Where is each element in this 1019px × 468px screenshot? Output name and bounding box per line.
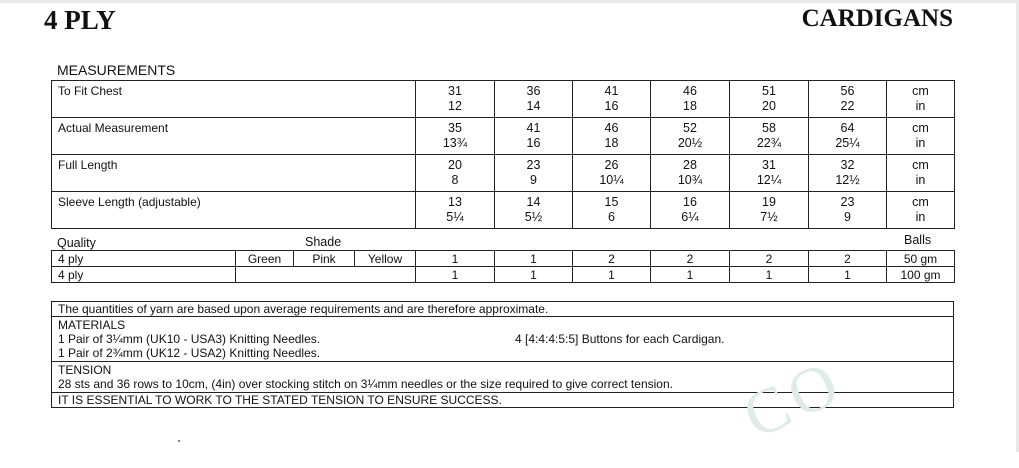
balls-cell: 1 [416, 251, 495, 267]
in-value: 22¾ [756, 136, 782, 150]
size-cell [416, 155, 495, 192]
cm-value: 52 [683, 121, 697, 135]
size-cell [573, 81, 651, 118]
in-value: 25¼ [835, 136, 860, 150]
tension-warning: IT IS ESSENTIAL TO WORK TO THE STATED TENSION TO ENSURE SUCCESS. [52, 393, 954, 408]
in-value: 18 [604, 136, 619, 150]
cm-value: 28 [683, 158, 697, 172]
size-cell [573, 155, 651, 192]
size-cell [730, 155, 809, 192]
shade-green: Green [236, 251, 294, 267]
unit-cm: cm [912, 121, 929, 135]
size-cell [416, 81, 495, 118]
quality-label: Quality [57, 236, 96, 250]
measurement-label: To Fit Chest [52, 81, 416, 118]
cm-value: 36 [526, 84, 541, 98]
size-cell [730, 81, 809, 118]
unit-cm: cm [912, 195, 929, 209]
in-value: 10¼ [599, 173, 624, 187]
speck [178, 440, 180, 442]
in-value: 12 [448, 99, 462, 113]
cm-value: 15 [604, 195, 619, 209]
cm-value: 56 [840, 84, 855, 98]
shade-empty [355, 267, 416, 283]
cm-value: 64 [840, 121, 855, 135]
cm-value: 46 [604, 121, 619, 135]
unit-cell [887, 192, 955, 229]
cm-value: 13 [448, 195, 462, 209]
measurements-table [51, 80, 955, 229]
in-value: 6¼ [681, 210, 699, 224]
size-cell [730, 192, 809, 229]
quality-name: 4 ply [52, 251, 236, 267]
tension-text: 28 sts and 36 rows to 10cm, (4in) over stocking stitch on 3¼mm needles or the size required to give correct tension. [58, 377, 673, 391]
in-value: 14 [526, 99, 541, 113]
measurement-label: Full Length [52, 155, 416, 192]
size-cell [573, 192, 651, 229]
unit-in: in [915, 136, 926, 150]
cm-value: 32 [840, 158, 855, 172]
in-value: 7½ [760, 210, 778, 224]
cm-value: 16 [683, 195, 697, 209]
size-cell [651, 192, 730, 229]
size-cell [495, 192, 573, 229]
in-value: 18 [683, 99, 697, 113]
cm-value: 20 [448, 158, 462, 172]
size-cell [730, 118, 809, 155]
materials-line-1 [58, 332, 953, 346]
shade-pink: Pink [294, 251, 355, 267]
measurement-label: Actual Measurement [52, 118, 416, 155]
measurement-row [52, 155, 955, 192]
measurement-row [52, 192, 955, 229]
balls-label: Balls [904, 233, 932, 247]
cm-value: 46 [683, 84, 697, 98]
size-cell [495, 81, 573, 118]
balls-cell: 1 [573, 267, 651, 283]
top-border [0, 0, 1019, 3]
size-cell [809, 118, 887, 155]
measurements-heading: MEASUREMENTS [57, 62, 176, 78]
cm-value: 41 [526, 121, 541, 135]
cm-value: 23 [526, 158, 541, 172]
size-cell [495, 155, 573, 192]
cm-value: 26 [604, 158, 619, 172]
weight-cell: 100 gm [887, 267, 955, 283]
size-cell [495, 118, 573, 155]
quality-name: 4 ply [52, 267, 236, 283]
unit-cell [887, 81, 955, 118]
in-value: 5¼ [446, 210, 464, 224]
in-value: 12½ [835, 173, 860, 187]
quantities-note: The quantities of yarn are based upon average requirements and are therefore approximate. [52, 302, 954, 317]
watermark: CO [732, 344, 854, 452]
in-value: 5½ [524, 210, 543, 224]
balls-cell: 1 [495, 251, 573, 267]
unit-cm: cm [912, 84, 929, 98]
size-cell [809, 155, 887, 192]
unit-in: in [915, 173, 926, 187]
in-value: 10¾ [677, 173, 703, 187]
in-value: 13¾ [442, 136, 468, 150]
shade-yellow: Yellow [355, 251, 416, 267]
shade-empty [294, 267, 355, 283]
cm-value: 31 [762, 158, 776, 172]
materials-heading: MATERIALS [58, 318, 126, 332]
quality-row [52, 267, 955, 283]
unit-in: in [915, 99, 926, 113]
buttons-text: 4 [4:4:4:5:5] Buttons for each Cardigan. [515, 332, 725, 346]
balls-cell: 1 [495, 267, 573, 283]
balls-cell: 1 [730, 267, 809, 283]
shade-empty [236, 267, 294, 283]
in-value: 16 [526, 136, 541, 150]
in-value: 9 [844, 210, 851, 224]
in-value: 20 [762, 99, 776, 113]
in-value: 6 [608, 210, 615, 224]
materials-section [52, 317, 954, 362]
in-value: 9 [530, 173, 537, 187]
balls-cell: 2 [730, 251, 809, 267]
quality-row [52, 251, 955, 267]
size-cell [416, 118, 495, 155]
weight-cell: 50 gm [887, 251, 955, 267]
in-value: 16 [604, 99, 619, 113]
size-cell [809, 192, 887, 229]
size-cell [573, 118, 651, 155]
in-value: 20½ [677, 136, 703, 150]
in-value: 8 [451, 173, 459, 187]
balls-cell: 2 [651, 251, 730, 267]
tension-section [52, 362, 954, 393]
cm-value: 35 [448, 121, 462, 135]
shade-label: Shade [305, 235, 342, 249]
measurement-label: Sleeve Length (adjustable) [52, 192, 416, 229]
measurement-row [52, 81, 955, 118]
measurement-row [52, 118, 955, 155]
needles-2: 1 Pair of 2¾mm (UK12 - USA2) Knitting Needles. [58, 346, 321, 360]
size-cell [416, 192, 495, 229]
balls-cell: 1 [809, 267, 887, 283]
size-cell [651, 118, 730, 155]
size-cell [809, 81, 887, 118]
balls-cell: 2 [809, 251, 887, 267]
category-title: CARDIGANS [801, 5, 953, 32]
size-cell [651, 155, 730, 192]
cm-value: 23 [840, 195, 855, 209]
balls-cell: 1 [416, 267, 495, 283]
tension-heading: TENSION [58, 363, 112, 377]
unit-cell [887, 155, 955, 192]
ply-title: 4 PLY [44, 5, 116, 35]
cm-value: 51 [762, 84, 776, 98]
needles-1: 1 Pair of 3¼mm (UK10 - USA3) Knitting Needles. [58, 332, 321, 346]
in-value: 12¼ [756, 173, 782, 187]
notes-box [51, 301, 954, 408]
in-value: 22 [840, 99, 855, 113]
size-cell [651, 81, 730, 118]
unit-in: in [915, 210, 926, 224]
quality-table [51, 250, 955, 283]
balls-cell: 1 [651, 267, 730, 283]
balls-cell: 2 [573, 251, 651, 267]
cm-value: 31 [448, 84, 462, 98]
cm-value: 41 [604, 84, 619, 98]
unit-cell [887, 118, 955, 155]
cm-value: 19 [762, 195, 776, 209]
unit-cm: cm [912, 158, 929, 172]
cm-value: 14 [526, 195, 541, 209]
cm-value: 58 [762, 121, 776, 135]
